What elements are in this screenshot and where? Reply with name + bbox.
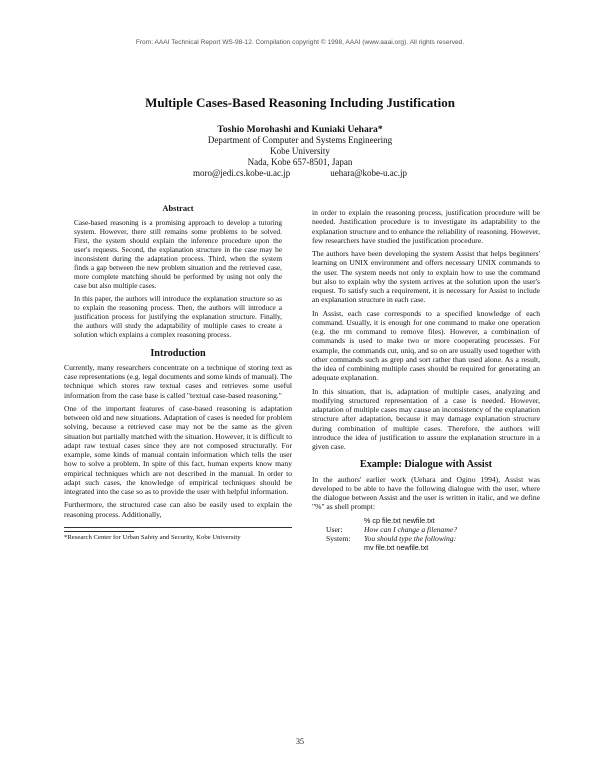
example-heading: Example: Dialogue with Assist [359,459,493,471]
left-column [64,204,292,542]
system-utterance: You should type the following: [364,534,457,543]
author-names: Toshio Morohashi and Kuniaki Uehara* [217,124,383,135]
footnote-rule [64,531,134,532]
right-paragraph-4: In this situation, that is, adaptation of multiple cases, analyzing and modifying structured representation of a case is needed. However, adaptation of multiple cases may cause an inconsistency of the explanation structure after adaptation, because it may damage explanation structure during combination of multiple cases. Therefore, the authors will introduce the idea of justification to assure the explanation structure in a given case. [312,386,540,451]
system-command: mv file.txt newfile.txt [364,543,429,553]
abstract-body [64,219,292,339]
dialogue-user-line [326,525,540,534]
dialogue-command-line [326,516,540,525]
page-number: 35 [296,737,304,746]
email-row [0,168,600,179]
intro-paragraph-2: One of the important features of case-based reasoning is adaptation between old and new situations. Adaptation of cases is needed for problem solving, because a retrieved case may not be the same as the given situation but partially matched with the situation. However, it is difficult to adapt raw textual cases since they are not composed structurally. For example, some kinds of manual contain information which tells the user how to solve a problem. In spite of this fact, human experts know many empirical techniques which are not described in the manual. In order to adapt such cases, the knowledge of empirical techniques should be integrated into the case so as to provide the user with helpful information. [64,403,292,497]
introduction-heading: Introduction [150,347,206,359]
user-label: User: [326,524,343,534]
shell-command: % cp file.txt newfile.txt [364,515,435,525]
dialogue-system-line [326,534,540,543]
affiliation-university: Kobe University [270,146,330,156]
right-paragraph-3: In Assist, each case corresponds to a specified knowledge of each command. Usually, it is enough for one command to make one operation (e.g. the rm command to remove files). However, a combination of commands is used to make two or more cooperating processes. For example, the commands cut, uniq, and so on are usually used together with other commands such as grep and sort rather than used alone. As a result, the idea of combining multiple cases should be required for generating an adequate explanation. [312,308,540,383]
right-paragraph-5: In the authors' earlier work (Uehara and Ogino 1994), Assist was developed to be able to have the following dialogue with the user, where the dialogue between Assist and the user is written in italic, and we define "%" as shell prompt: [312,474,540,512]
paper-title: Multiple Cases-Based Reasoning Including Justification [145,95,455,110]
footnote-text: *Research Center for Urban Safety and Security, Kobe University [64,533,241,541]
author-block [0,124,600,179]
footnote [64,527,292,542]
author-email-1: moro@jedi.cs.kobe-u.ac.jp [192,168,291,178]
system-label: System: [326,534,351,543]
affiliation-department: Department of Computer and Systems Engineering [207,135,393,145]
abstract-paragraph-1: Case-based reasoning is a promising approach to develop a tutoring system. However, there still remains some problems to be solved. First, the system should explain the inference procedure upon the user's requests. Second, the explanation structure in the case may be inconsistent during the adaptation process. Third, when the system finds a gap between the new problem situation and the retrieved case, more complete matching should be performed by using not only the case but also multiple cases. [74,218,282,290]
dialogue-block [312,516,540,553]
abstract-paragraph-2: In this paper, the authors will introduce the explanation structure so as to explain the reasoning process. Then, the authors will introduce a justification process for justifying the explanation structure. Finally, the authors will study the adaptability of multiple cases to create a solution which explains a complex reasoning process. [74,293,282,339]
right-paragraph-2: The authors have been developing the system Assist that helps beginners' learning on UNIX environment and offers necessary UNIX commands to the user. The system needs not only to explain how to use the command but also to explain why the system arrives at the solution upon the user's request. To satisfy such a requirement, it is necessary for Assist to include an explanation structure in each case. [312,249,540,305]
intro-paragraph-1: Currently, many researchers concentrate on a technique of storing text as case representations (e.g. legal documents and some kinds of manual). The technique which stores raw textual cases and retrieves some useful information from the case base is called "textual case-based reasoning." [64,362,292,400]
dialogue-system-command [326,543,540,552]
right-column [312,208,540,553]
author-email-2: uehara@kobe-u.ac.jp [330,168,408,178]
copyright-notice: From: AAAI Technical Report WS-98-12. Compilation copyright © 1998, AAAI (www.aaai.org). All rights reserved. [135,39,465,46]
abstract-heading: Abstract [162,204,194,213]
affiliation-address: Nada, Kobe 657-8501, Japan [247,157,353,167]
user-utterance: How can I change a filename? [364,524,458,534]
intro-paragraph-3: Furthermore, the structured case can also be easily used to explain the reasoning process. Additionally, [64,500,292,519]
right-paragraph-1: in order to explain the reasoning process, justification procedure will be needed. Justification procedure is to investigate its adaptability to the explanation structure and to enhance the reliability of reasoning. However, few researchers have studied the justification procedure. [312,208,540,245]
